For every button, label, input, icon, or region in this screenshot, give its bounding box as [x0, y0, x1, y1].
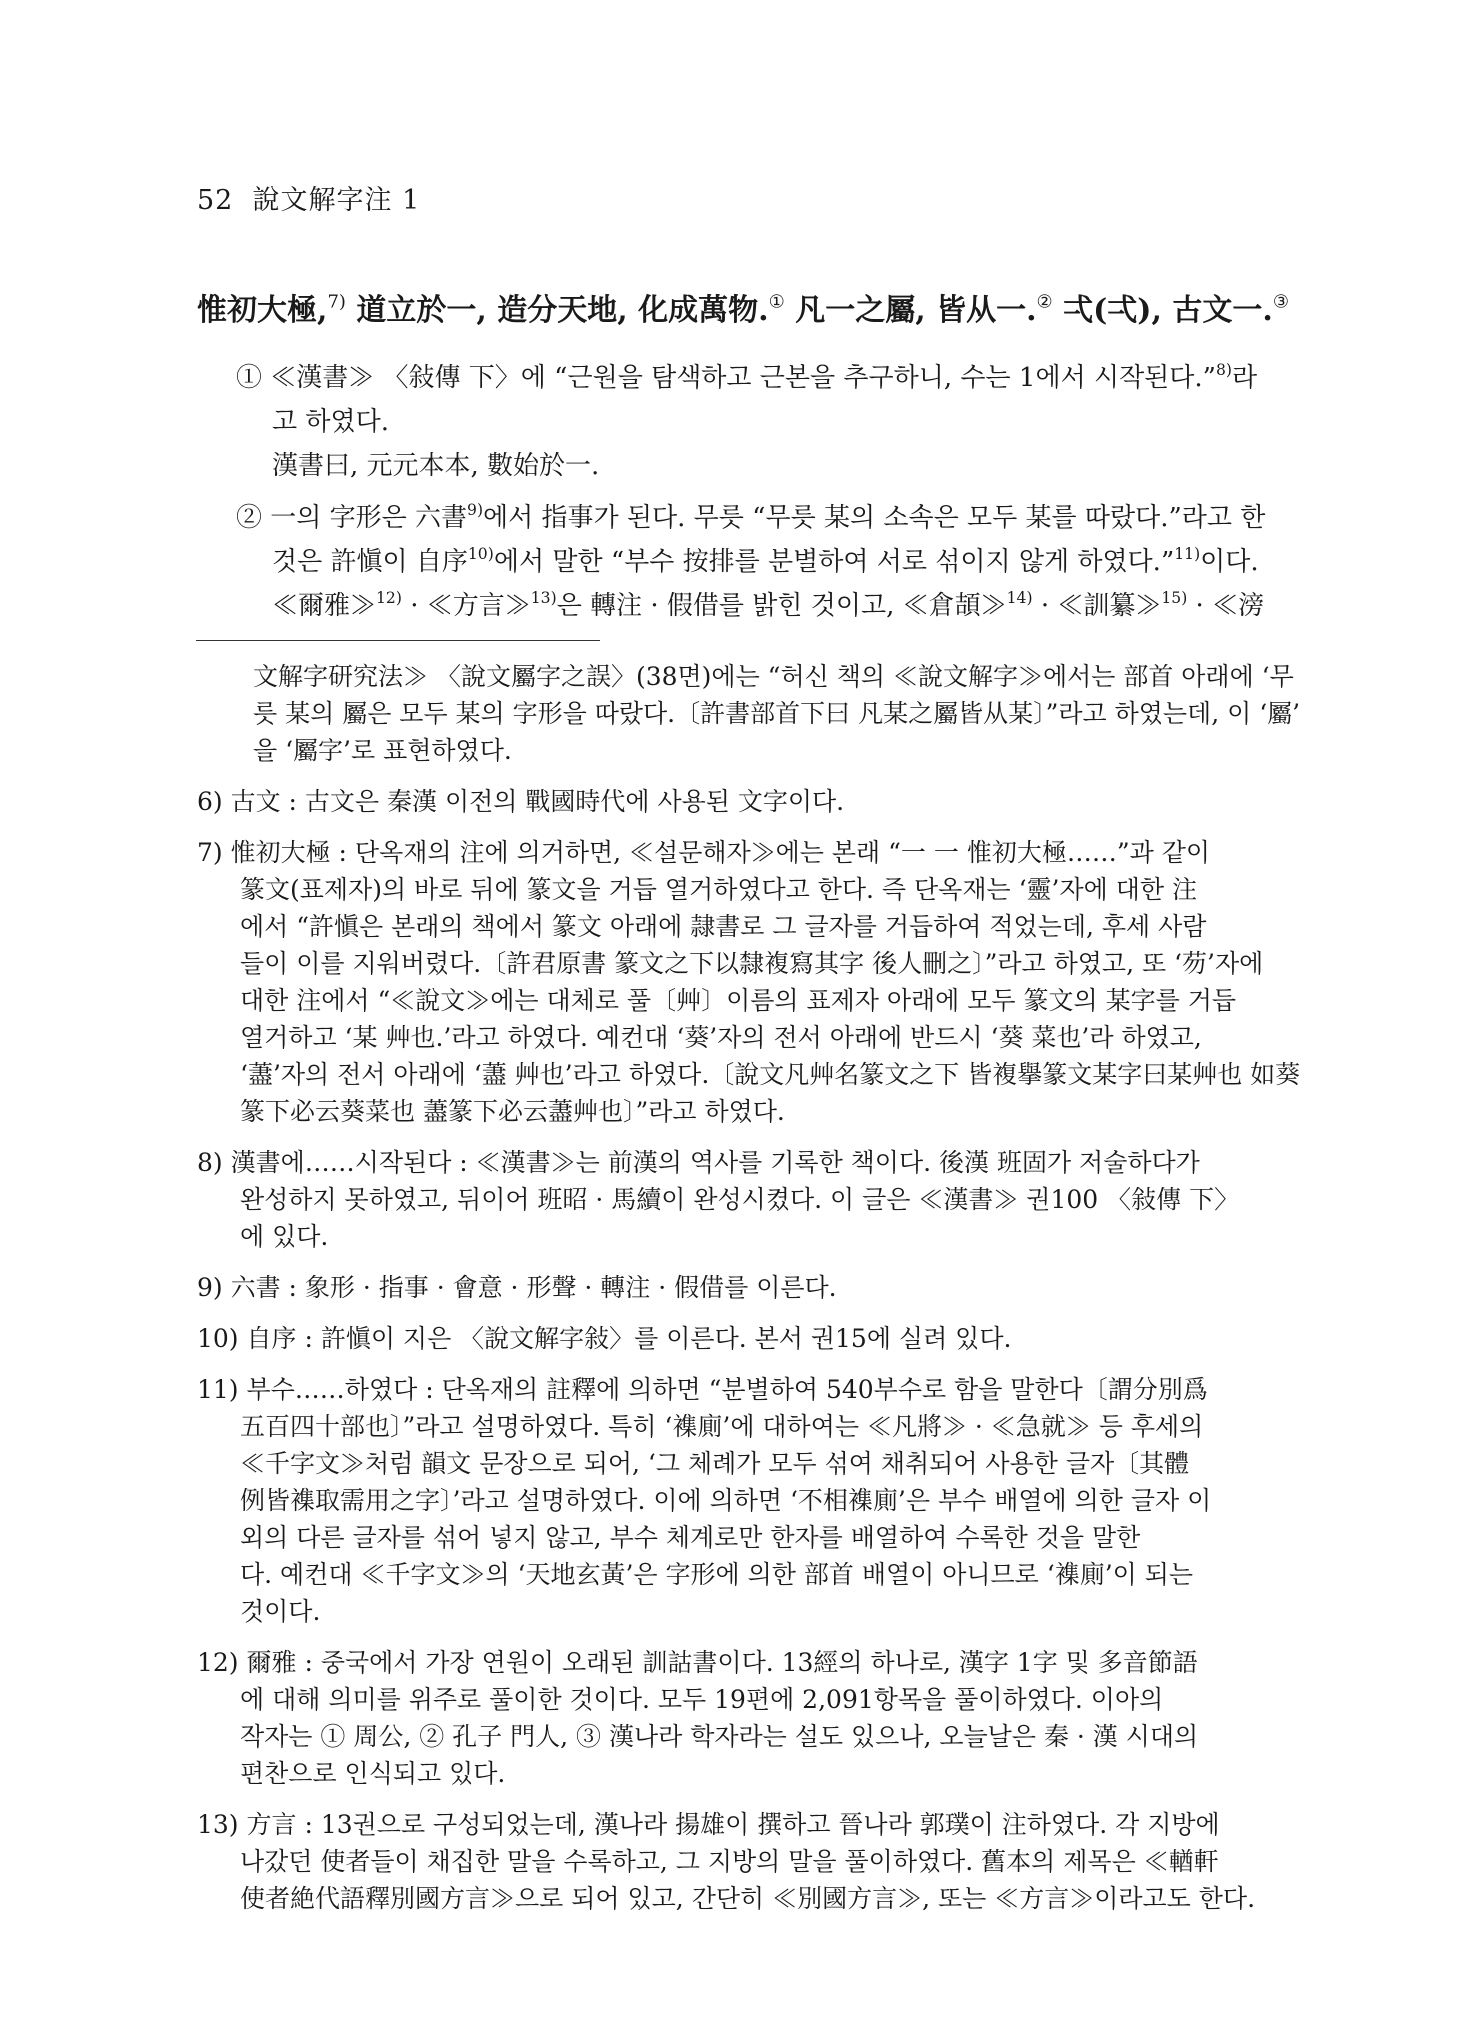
footnote-ref-7[interactable]: 7): [327, 291, 346, 313]
commentary-notes: [236, 356, 1296, 628]
main-text-1: 惟初大極,: [197, 293, 328, 328]
footnote-ref-14[interactable]: 14): [1006, 589, 1033, 608]
main-text: [197, 285, 1307, 329]
note-1-line-1: ① ≪漢書≫ 〈敍傳 下〉에 “근원을 탐색하고 근본을 추구하니, 수는 1에서 시작된다.”$^{8)}$라: [236, 361, 1258, 393]
footnote-ref-12[interactable]: 12): [376, 589, 402, 608]
running-head: [197, 178, 420, 217]
footnote-cont-line: 文解字研究法≫ 〈說文屬字之誤〉(38면)에는 “허신 책의 ≪說文解字≫에서는 部首 아래에 ‘무: [253, 662, 1294, 691]
note-2-line-3: ≪爾雅≫$^{12)}$ · ≪方言≫$^{13)}$은 轉注 · 假借를 밝힌 것이고, ≪倉頡≫$^{14)}$ · ≪訓纂≫$^{15)}$ · ≪滂: [272, 589, 1265, 621]
footnote-cont-line: 릇 某의 屬은 모두 某의 字形을 따랐다.〔許書部首下曰 凡某之屬皆从某〕”라고 하였는데, 이 ‘屬’: [253, 699, 1301, 728]
footnotes: [197, 658, 1303, 1917]
footnote-8: 8) 漢書에……시작된다 : ≪漢書≫는 前漢의 역사를 기록한 책이다. 後漢 班固가 저술하다가: [197, 1148, 1200, 1177]
footnote-11-line: 다. 예컨대 ≪千字文≫의 ‘天地玄黃’은 字形에 의한 部首 배열이 아니므로 ‘襍廁’이 되는: [240, 1560, 1194, 1589]
note-ref-1[interactable]: ①: [768, 291, 785, 313]
note-1-line-2: 고 하였다.: [272, 407, 389, 437]
footnote-7-line: 篆下必云葵菜也 藎篆下必云藎艸也〕”라고 하였다.: [240, 1097, 785, 1126]
main-text-3: 凡一之屬, 皆从一.: [784, 293, 1037, 328]
footnote-13: 13) 方言 : 13권으로 구성되었는데, 漢나라 揚雄이 撰하고 晉나라 郭璞이 注하였다. 각 지방에: [197, 1810, 1220, 1839]
note-2-line-2: 것은 許愼이 自序$^{10)}$에서 말한 “부수 按排를 분별하여 서로 섞이지 않게 하였다.”$^{11)}$이다.: [272, 545, 1259, 577]
footnote-12: 12) 爾雅 : 중국에서 가장 연원이 오래된 訓詁書이다. 13經의 하나로, 漢字 1字 및 多音節語: [197, 1648, 1198, 1677]
footnote-8-line: 완성하지 못하였고, 뒤이어 班昭 · 馬續이 완성시켰다. 이 글은 ≪漢書≫ 권100 〈敍傳 下〉: [240, 1185, 1240, 1214]
footnote-12-line: 편찬으로 인식되고 있다.: [240, 1759, 506, 1788]
footnote-ref-10[interactable]: 10): [467, 545, 494, 564]
note-ref-3[interactable]: ③: [1272, 291, 1289, 313]
note-1-line-3: 漢書曰, 元元本本, 數始於一.: [272, 451, 600, 481]
footnote-10: 10) 自序 : 許愼이 지은 〈說文解字敍〉를 이른다. 본서 권15에 실려 있다.: [197, 1324, 1012, 1353]
footnote-separator: [196, 640, 600, 641]
footnote-7: 7) 惟初大極 : 단옥재의 注에 의거하면, ≪설문해자≫에는 본래 “一 一 惟初大極……”과 같이: [197, 838, 1211, 867]
footnote-7-line: 들이 이를 지워버렸다.〔許君原書 篆文之下以隸複寫其字 後人刪之〕”라고 하였고, 또 ‘芴’자에: [240, 949, 1264, 978]
footnote-7-line: 열거하고 ‘某 艸也.’라고 하였다. 예컨대 ‘葵’자의 전서 아래에 반드시 ‘葵 菜也’라 하였고,: [240, 1023, 1202, 1052]
main-text-4: 弌(弌), 古文一.: [1052, 293, 1273, 328]
footnote-13-line: 使者絶代語釋別國方言≫으로 되어 있고, 간단히 ≪別國方言≫, 또는 ≪方言≫이라고도 한다.: [240, 1884, 1256, 1913]
footnote-7-line: 에서 “許愼은 본래의 책에서 篆文 아래에 隷書로 그 글자를 거듭하여 적었는데, 후세 사람: [240, 912, 1207, 941]
footnote-cont-line: 을 ‘屬字’로 표현하였다.: [253, 736, 512, 765]
footnote-ref-9[interactable]: 9): [467, 501, 484, 520]
footnote-11-line: 例皆襍取需用之字〕’라고 설명하였다. 이에 의하면 ‘不相襍廁’은 부수 배열에 의한 글자 이: [240, 1486, 1212, 1515]
footnote-12-line: 에 대해 의미를 위주로 풀이한 것이다. 모두 19편에 2,091항목을 풀이하였다. 이아의: [240, 1685, 1164, 1714]
footnote-ref-15[interactable]: 15): [1161, 589, 1188, 608]
footnote-11-line: ≪千字文≫처럼 韻文 문장으로 되어, ‘그 체례가 모두 섞여 채취되어 사용한 글자〔其體: [240, 1449, 1190, 1478]
note-ref-2[interactable]: ②: [1036, 291, 1053, 313]
footnote-11-line: 외의 다른 글자를 섞어 넣지 않고, 부수 체계로만 한자를 배열하여 수록한 것을 말한: [240, 1523, 1141, 1552]
footnote-11-line: 五百四十部也〕”라고 설명하였다. 특히 ‘襍廁’에 대하여는 ≪凡將≫ · ≪急就≫ 등 후세의: [240, 1412, 1204, 1441]
footnote-ref-11[interactable]: 11): [1174, 545, 1201, 564]
footnote-8-line: 에 있다.: [240, 1222, 329, 1251]
book-title: 說文解字注 1: [252, 185, 421, 216]
footnote-7-line: 篆文(표제자)의 바로 뒤에 篆文을 거듭 열거하였다고 한다. 즉 단옥재는 ‘靈’자에 대한 注: [240, 875, 1197, 904]
footnote-9: 9) 六書 : 象形 · 指事 · 會意 · 形聲 · 轉注 · 假借를 이른다.: [197, 1273, 837, 1302]
footnote-11-line: 것이다.: [240, 1597, 321, 1626]
page-number: 52: [197, 185, 234, 216]
footnote-7-line: ‘藎’자의 전서 아래에 ‘藎 艸也’라고 하였다.〔說文凡艸名篆文之下 皆複擧篆文某字曰某艸也 如葵: [240, 1060, 1301, 1089]
footnote-12-line: 작자는 ① 周公, ② 孔子 門人, ③ 漢나라 학자라는 설도 있으나, 오늘날은 秦 · 漢 시대의: [240, 1722, 1199, 1751]
footnote-6: 6) 古文 : 古文은 秦漢 이전의 戰國時代에 사용된 文字이다.: [197, 787, 845, 816]
footnote-ref-8[interactable]: 8): [1215, 361, 1232, 380]
footnote-ref-13[interactable]: 13): [530, 589, 557, 608]
footnote-11: 11) 부수……하였다 : 단옥재의 註釋에 의하면 “분별하여 540부수로 함을 말한다〔謂分別爲: [197, 1375, 1208, 1404]
main-text-2: 道立於一, 造分天地, 化成萬物.: [345, 293, 769, 328]
footnote-13-line: 나갔던 使者들이 채집한 말을 수록하고, 그 지방의 말을 풀이하였다. 舊本의 제목은 ≪輶軒: [240, 1847, 1219, 1876]
note-2-line-1: ② 一의 字形은 六書$^{9)}$에서 指事가 된다. 무릇 “무릇 某의 소속은 모두 某를 따랐다.”라고 한: [236, 501, 1266, 533]
footnote-7-line: 대한 注에서 “≪說文≫에는 대체로 풀〔艸〕이름의 표제자 아래에 모두 篆文의 某字를 거듭: [240, 986, 1237, 1015]
